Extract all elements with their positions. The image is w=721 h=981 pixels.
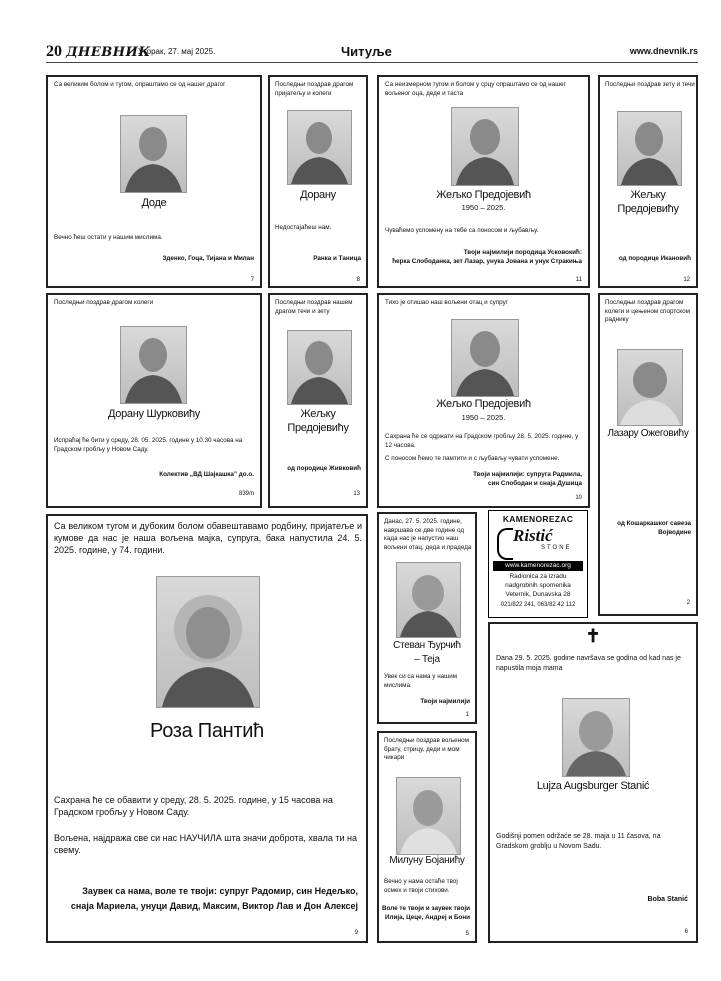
portrait-photo <box>120 115 187 193</box>
page-header <box>46 44 698 63</box>
notice-text: Вечно у нама остаће твој осмех и твоји стихови. <box>384 878 458 894</box>
obituary-notice <box>46 293 262 508</box>
notice-intro: Последњи поздрав нашем драгом течи и зету <box>275 299 353 315</box>
notice-intro: Последњи поздрав драгом колеги <box>54 299 154 306</box>
portrait-photo <box>396 562 461 638</box>
notice-signature: Војводине <box>658 529 691 536</box>
advert-brand: Ristić <box>513 526 553 545</box>
deceased-name: Предојевићу <box>617 203 679 215</box>
obituary-notice <box>268 75 368 288</box>
notice-signature: Boba Stanić <box>647 896 688 903</box>
notice-number: 839/n <box>238 491 254 497</box>
portrait-photo <box>562 698 630 777</box>
notice-number: 7 <box>250 277 254 283</box>
advert-phone: 021/822 241, 063/82 42 112 <box>500 602 576 608</box>
notice-signature: син Слободан и снаја Душица <box>487 480 582 487</box>
life-years: 1950 – 2025. <box>461 203 506 212</box>
notice-signature: Заувек са нама, воле те твоји: супруг Радомир, син Недељко, <box>82 886 358 896</box>
notice-text: Вољена, најдража све си нас НАУЧИЛА шта значи доброта, хвала ти на свему. <box>54 833 357 855</box>
obituary-notice <box>598 293 698 616</box>
notice-intro: Данас, 27. 5. 2025. године, навршава се две године од када нас је напустио наш вољени отац, деда и прадеда <box>384 518 472 551</box>
notice-signature: Илија, Цеце, Андреј и Бони <box>384 914 470 921</box>
deceased-name: Дорану <box>300 189 336 201</box>
advert-line: Radionica za izradu <box>509 573 567 580</box>
notice-intro: Последњи поздрав драгом колеги и цењеном спортском раднику <box>605 299 690 323</box>
deceased-name: Жељку <box>630 189 666 201</box>
brand-swirl-icon <box>497 528 513 560</box>
issue-date: Уторак, 27. мај 2025. <box>138 47 216 56</box>
portrait-photo <box>617 349 683 426</box>
obituary-notice <box>377 731 477 943</box>
notice-signature: Твоји најмилији: супруга Радмила, <box>473 471 582 478</box>
notice-number: 11 <box>575 277 582 283</box>
notice-number: 13 <box>353 491 360 497</box>
advert-sub: STONE <box>541 545 572 551</box>
deceased-name: Жељку <box>300 408 336 420</box>
deceased-name: Жељко Предојевић <box>436 189 531 201</box>
notice-intro: Последњи поздрав зету и течи <box>605 81 695 88</box>
notice-text: Godišnji pomen održaće se 28. maja u 11 časova, na Gradskom groblju u Novom Sadu. <box>496 833 661 850</box>
notice-intro: Са великим болом и тугом, опраштамо се од нашег драгог <box>54 81 226 88</box>
deceased-name: Дорану Шурковићу <box>108 408 200 420</box>
notice-intro: Са неизмерном тугом и болом у срцу опраштамо се од нашег вољеног оца, деде и таста <box>385 81 566 97</box>
notice-signature: Зденко, Гоца, Тијана и Милан <box>162 255 254 262</box>
notice-signature: од породице Живковић <box>287 465 361 472</box>
notice-signature: Воле те твоји и заувек твоји <box>381 905 470 912</box>
obituary-notice <box>268 293 368 508</box>
deceased-name: Предојевићу <box>287 422 349 434</box>
notice-number: 6 <box>684 929 688 935</box>
portrait-photo <box>617 111 682 186</box>
notice-number: 2 <box>686 600 690 606</box>
obituary-notice <box>377 512 477 724</box>
notice-signature: од Кошаркашког савеза <box>617 520 691 527</box>
obituary-notice <box>598 75 698 288</box>
advert-line: Veternik, Dunavska 28 <box>505 591 571 598</box>
notice-text: Сахрана ће се одржати на Градском гробљу 28. 5. 2025. године, у 12 часова. <box>385 433 579 449</box>
deceased-name: Роза Пантић <box>150 720 264 742</box>
advert-title: KAMENOREZAC <box>502 514 574 524</box>
notice-text: Увек си са нама у нашим мислима. <box>384 673 458 689</box>
notice-signature: Ранка и Таница <box>313 255 361 262</box>
advert-url[interactable]: www.kamenorezac.org <box>493 561 583 571</box>
notice-signature: Колектив „ВД Шајкашка” до.о. <box>159 471 254 478</box>
deceased-name: Милуну Бојанићу <box>389 855 465 866</box>
notice-intro: Последњи поздрав вољеном брату, стрицу, деди и мом чикари <box>384 737 469 761</box>
notice-signature: од породице Икановић <box>618 255 691 262</box>
notice-signature: ћерка Слободанка, зет Лазар, унука Јована и унук Стракиња <box>392 258 582 265</box>
notice-number: 10 <box>575 495 582 501</box>
section-title: Читуље <box>341 44 392 59</box>
deceased-name: Лазару Ожеговићу <box>607 428 689 439</box>
notice-intro: Са великом тугом и дубоким болом обавештавамо родбину, пријатеље и кумове да нас је наша вољена мајка, супруга, бака напустила 24. 5. 2025. године, у 74. години. <box>54 521 362 555</box>
life-years: 1950 – 2025. <box>461 413 506 422</box>
deceased-name: – Теја <box>414 654 440 665</box>
notice-number: 5 <box>465 931 469 937</box>
portrait-photo <box>120 326 187 404</box>
notice-number: 12 <box>683 277 690 283</box>
advert-line: nadgrobnih spomenika <box>505 582 571 589</box>
notice-intro: Тихо је отишао наш вољени отац и супруг <box>385 299 509 306</box>
deceased-name: Жељко Предојевић <box>436 398 531 410</box>
obituary-notice <box>46 514 368 943</box>
deceased-name: Доде <box>141 197 167 209</box>
portrait-photo <box>451 319 519 397</box>
advertisement[interactable] <box>488 510 588 618</box>
portrait-photo <box>156 576 260 708</box>
deceased-name: Lujza Augsburger Stanić <box>536 780 650 792</box>
notice-signature: снаја Мариела, унуци Давид, Максим, Виктор Лав и Дон Алексеј <box>70 901 358 911</box>
portrait-photo <box>287 110 352 185</box>
portrait-photo <box>396 777 461 855</box>
notice-signature: Твоји најмилији породица Усковокић: <box>463 249 582 256</box>
notice-text: Испраћај ће бити у среду, 28. 05. 2025. године у 10.30 часова на Градском гробљу у Новом Саду. <box>54 437 243 453</box>
website-link[interactable]: www.dnevnik.rs <box>629 46 698 56</box>
cross-icon: ✝ <box>585 626 601 646</box>
page-number: 20 <box>46 43 62 60</box>
notice-signature: Твоји најмилији <box>420 698 470 705</box>
deceased-name: Стеван Ђурчић <box>393 640 461 651</box>
notice-number: 8 <box>356 277 360 283</box>
notice-number: 1 <box>465 712 469 718</box>
obituary-notice <box>488 622 698 943</box>
obituary-notice <box>377 293 590 508</box>
notice-intro: Последњи поздрав драгом пријатељу и колеги <box>275 81 354 97</box>
obituary-notice <box>46 75 262 288</box>
obituary-notice <box>377 75 590 288</box>
portrait-photo <box>287 330 352 405</box>
portrait-photo <box>451 107 519 186</box>
notice-text: Вечно ћеш остати у нашим мислима. <box>54 234 163 241</box>
notice-text: Сахрана ће се обавити у среду, 28. 5. 2025. године, у 15 часова на Градском гробљу у Новом Саду. <box>54 795 333 817</box>
notice-text: Чуваћемо успомену на тебе са поносом и љубављу. <box>385 227 539 234</box>
notice-intro: Dana 29. 5. 2025. godine navršava se godina od kad nas je napustila moja mama <box>496 655 681 672</box>
newspaper-logo: ДНЕВНИК <box>66 45 151 60</box>
notice-number: 9 <box>354 930 358 936</box>
notice-text: Недостајаћеш нам. <box>275 224 332 231</box>
notice-text: С поносом ћемо те памтити и с љубављу чувати успомене. <box>385 455 560 462</box>
